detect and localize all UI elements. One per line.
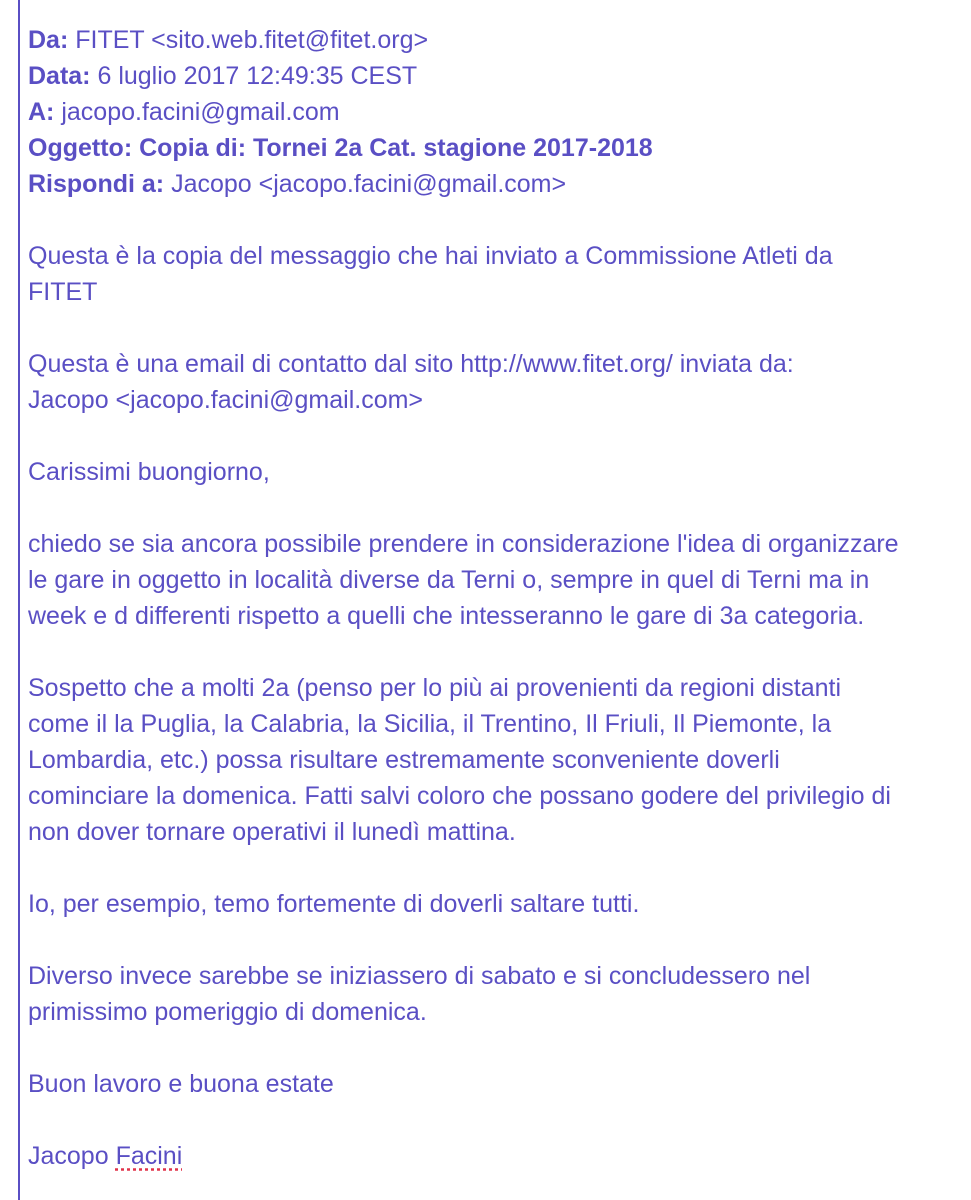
signature-first-name: Jacopo [28, 1142, 109, 1170]
header-date-label: Data: [28, 62, 91, 90]
header-from [28, 22, 968, 58]
body-line: Lombardia, etc.) possa risultare estremamente sconveniente doverli [28, 746, 780, 774]
email-message [28, 22, 968, 1174]
quote-bar [18, 0, 20, 1200]
email-headers [28, 22, 968, 202]
body-line: Questa è la copia del messaggio che hai inviato a Commissione Atleti da [28, 242, 833, 270]
body-paragraph-example [28, 886, 968, 922]
header-from-label: Da: [28, 26, 69, 54]
header-reply-to-label: Rispondi a: [28, 170, 165, 198]
body-line: cominciare la domenica. Fatti salvi coloro che possano godere del privilegio di [28, 782, 891, 810]
body-paragraph-greeting [28, 454, 968, 490]
body-line: Diverso invece sarebbe se iniziassero di sabato e si concludessero nel [28, 962, 811, 990]
body-line: Sospetto che a molti 2a (penso per lo più ai provenienti da regioni distanti [28, 674, 842, 702]
body-line: le gare in oggetto in località diverse da Terni o, sempre in quel di Terni ma in [28, 566, 870, 594]
body-paragraph-request [28, 526, 968, 634]
body-paragraph-closing [28, 1066, 968, 1102]
body-line: FITET [28, 278, 98, 306]
header-reply-to [28, 166, 968, 202]
body-paragraph-reason [28, 670, 968, 850]
body-line: Jacopo <jacopo.facini@gmail.com> [28, 386, 424, 414]
header-subject [28, 130, 968, 166]
header-subject-label: Oggetto: [28, 134, 133, 162]
header-date-value: 6 luglio 2017 12:49:35 CEST [97, 62, 418, 90]
header-to-value[interactable]: jacopo.facini@gmail.com [61, 98, 340, 126]
header-to [28, 94, 968, 130]
body-line: Questa è una email di contatto dal sito http://www.fitet.org/ inviata da: [28, 350, 794, 378]
header-subject-value: Copia di: Tornei 2a Cat. stagione 2017-2018 [139, 134, 653, 162]
header-from-value[interactable]: FITET <sito.web.fitet@fitet.org> [75, 26, 429, 54]
body-line: Carissimi buongiorno, [28, 458, 270, 486]
body-paragraph-contact-info [28, 346, 968, 418]
body-line: non dover tornare operativi il lunedì mattina. [28, 818, 516, 846]
signature [28, 1138, 968, 1174]
header-reply-to-value[interactable]: Jacopo <jacopo.facini@gmail.com> [171, 170, 567, 198]
header-to-label: A: [28, 98, 55, 126]
body-line: come il la Puglia, la Calabria, la Sicilia, il Trentino, Il Friuli, Il Piemonte, la [28, 710, 832, 738]
body-paragraph-copy-notice [28, 238, 968, 310]
body-line: Buon lavoro e buona estate [28, 1070, 334, 1098]
body-line: chiedo se sia ancora possibile prendere in considerazione l'idea di organizzare [28, 530, 899, 558]
body-paragraph-proposal [28, 958, 968, 1030]
body-line: primissimo pomeriggio di domenica. [28, 998, 427, 1026]
body-line: Io, per esempio, temo fortemente di doverli saltare tutti. [28, 890, 640, 918]
body-line: week e d differenti rispetto a quelli che intesseranno le gare di 3a categoria. [28, 602, 865, 630]
header-date [28, 58, 968, 94]
signature-last-name: Facini [115, 1142, 183, 1170]
